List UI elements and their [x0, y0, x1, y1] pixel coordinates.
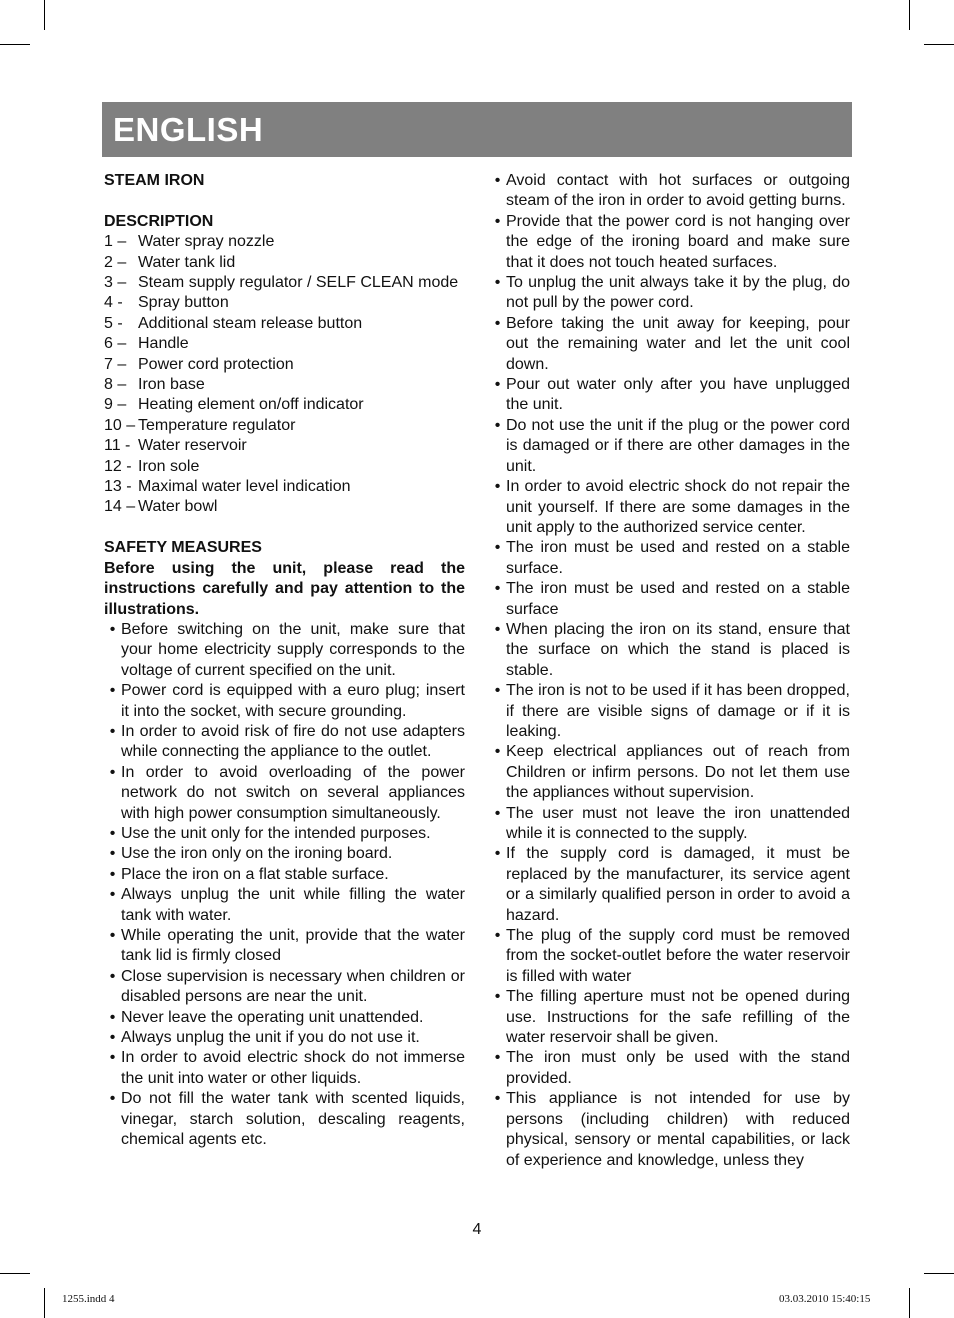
description-item-text: Power cord protection — [138, 355, 294, 373]
safety-item — [489, 273, 850, 314]
safety-item-text: Always unplug the unit while filling the water tank with water. — [121, 886, 465, 924]
safety-item — [104, 1028, 465, 1048]
bullet-icon: • — [494, 927, 501, 945]
bullet-icon: • — [494, 580, 501, 598]
bullet-icon: • — [109, 865, 116, 883]
description-item-number: 11 - — [104, 437, 131, 455]
description-item — [104, 314, 465, 334]
safety-item-text: Use the iron only on the ironing board. — [121, 845, 393, 863]
safety-item-text: Do not fill the water tank with scented liquids, vinegar, starch solution, descaling reagents, chemical agents etc. — [121, 1090, 465, 1149]
crop-mark — [0, 44, 30, 45]
safety-item-text: Power cord is equipped with a euro plug; insert it into the socket, with secure grounding. — [121, 682, 465, 720]
description-item-text: Maximal water level indication — [138, 478, 351, 496]
description-item — [104, 273, 465, 293]
safety-item — [489, 171, 850, 212]
description-item-text: Heating element on/off indicator — [138, 396, 364, 414]
description-item — [104, 375, 465, 395]
safety-item — [489, 416, 850, 477]
safety-item — [104, 763, 465, 824]
safety-item — [489, 375, 850, 416]
bullet-icon: • — [494, 212, 501, 230]
safety-item-text: The filling aperture must not be opened during use. Instructions for the safe refilling of the water reservoir shall be given. — [506, 988, 850, 1047]
crop-mark — [909, 0, 910, 30]
bullet-icon: • — [494, 804, 501, 822]
page-number: 4 — [472, 1221, 482, 1238]
safety-list-left — [104, 620, 465, 1151]
safety-item-text: Use the unit only for the intended purposes. — [121, 824, 431, 842]
description-item-text: Temperature regulator — [138, 416, 296, 434]
description-item-text: Water tank lid — [138, 253, 236, 271]
safety-item-text: Close supervision is necessary when children or disabled persons are near the unit. — [121, 967, 465, 1006]
description-item-text: Iron base — [138, 376, 205, 394]
description-item — [104, 253, 465, 273]
safety-item — [104, 926, 465, 967]
safety-item-text: In order to avoid overloading of the power network do not switch on several appliances with high power consumption simultaneously. — [121, 763, 465, 822]
description-item — [104, 395, 465, 415]
bullet-icon: • — [494, 845, 501, 863]
safety-item-text: This appliance is not intended for use by persons (including children) with reduced physical, sensory or mental capabilities, or lack of experience and knowledge, unless they — [506, 1090, 850, 1169]
safety-item-text: Avoid contact with hot surfaces or outgoing steam of the iron in order to avoid getting burns. — [506, 172, 850, 210]
safety-item-text: Before switching on the unit, make sure that your home electricity supply corresponds to the voltage of current specified on the unit. — [121, 620, 465, 679]
description-item — [104, 457, 465, 477]
description-item-number: 9 – — [104, 396, 127, 414]
right-column — [489, 171, 850, 1171]
safety-item — [104, 1089, 465, 1150]
description-item-number: 4 - — [104, 294, 123, 312]
bullet-icon: • — [109, 967, 116, 985]
safety-item-text: Pour out water only after you have unplugged the unit. — [506, 376, 850, 414]
bullet-icon: • — [109, 845, 116, 863]
safety-item — [489, 1048, 850, 1089]
safety-item — [489, 620, 850, 681]
banner-title: ENGLISH — [113, 111, 264, 148]
description-item-number: 10 – — [104, 416, 136, 434]
safety-item-text: The iron must only be used with the stand provided. — [506, 1049, 850, 1087]
description-item — [104, 416, 465, 436]
safety-item-text: Do not use the unit if the plug or the power cord is damaged or if there are other damages in the unit. — [506, 416, 850, 475]
safety-item — [489, 844, 850, 926]
safety-item — [104, 620, 465, 681]
safety-item — [489, 314, 850, 375]
product-title: STEAM IRON — [104, 172, 205, 189]
bullet-icon: • — [494, 376, 501, 394]
safety-item — [489, 681, 850, 742]
safety-item — [104, 681, 465, 722]
safety-item-text: The plug of the supply cord must be removed from the socket-outlet before the water reservoir is filled with water — [506, 927, 850, 985]
footer-datetime: 03.03.2010 15:40:15 — [779, 1293, 871, 1305]
bullet-icon: • — [109, 1008, 116, 1026]
description-item-number: 12 - — [104, 457, 132, 475]
safety-item — [489, 1089, 850, 1171]
description-item — [104, 477, 465, 497]
bullet-icon: • — [109, 1090, 116, 1108]
safety-item — [104, 885, 465, 926]
description-item — [104, 436, 465, 456]
safety-item-text: The iron must be used and rested on a stable surface — [506, 580, 850, 618]
bullet-icon: • — [109, 682, 116, 700]
safety-item — [104, 865, 465, 885]
bullet-icon: • — [494, 988, 501, 1006]
description-item-number: 6 – — [104, 335, 127, 353]
safety-item-text: Keep electrical appliances out of reach from Children or infirm persons. Do not let them use the appliances without supervision. — [506, 743, 850, 802]
bullet-icon: • — [494, 743, 501, 761]
description-item — [104, 293, 465, 313]
safety-item — [489, 579, 850, 620]
bullet-icon: • — [109, 722, 116, 740]
description-item-text: Additional steam release button — [138, 314, 363, 332]
crop-mark — [924, 44, 954, 45]
safety-item — [489, 926, 850, 987]
safety-item — [104, 824, 465, 844]
left-column — [104, 171, 465, 1150]
safety-item-text: While operating the unit, provide that the water tank lid is firmly closed — [121, 927, 465, 965]
bullet-icon: • — [109, 886, 116, 904]
bullet-icon: • — [494, 416, 501, 434]
safety-intro: Before using the unit, please read the instructions carefully and pay attention to the illustrations. — [104, 559, 465, 618]
bullet-icon: • — [109, 763, 116, 781]
bullet-icon: • — [109, 927, 116, 944]
safety-item — [489, 987, 850, 1048]
safety-item-text: Provide that the power cord is not hanging over the edge of the ironing board and make sure that it does not touch heated surfaces. — [506, 212, 850, 271]
description-item-number: 13 - — [104, 478, 132, 496]
bullet-icon: • — [109, 1049, 116, 1067]
crop-mark — [909, 1288, 910, 1318]
safety-item-text: If the supply cord is damaged, it must be replaced by the manufacturer, its service agent or a similarly qualified person in order to avoid a hazard. — [506, 845, 850, 924]
description-item-text: Water reservoir — [138, 437, 247, 455]
bullet-icon: • — [109, 620, 116, 638]
crop-mark — [924, 1273, 954, 1274]
safety-item-text: Place the iron on a flat stable surface. — [121, 865, 389, 883]
description-item-number: 3 – — [104, 274, 127, 292]
safety-item-text: The iron is not to be used if it has been dropped, if there are visible signs of damage or if it is leaking. — [506, 682, 850, 740]
description-item-number: 2 – — [104, 253, 127, 271]
language-banner — [102, 102, 852, 157]
safety-item — [489, 212, 850, 273]
description-item — [104, 497, 465, 517]
description-item-text: Spray button — [138, 294, 229, 312]
safety-item — [104, 722, 465, 763]
bullet-icon: • — [494, 314, 501, 332]
safety-item — [489, 477, 850, 538]
safety-item-text: Never leave the operating unit unattended. — [121, 1008, 424, 1026]
safety-item-text: Before taking the unit away for keeping, pour out the remaining water and let the unit cool down. — [506, 314, 850, 373]
safety-list-right — [489, 171, 850, 1171]
bullet-icon: • — [494, 478, 501, 496]
safety-item — [489, 742, 850, 803]
bullet-icon: • — [494, 682, 501, 700]
description-list — [104, 232, 465, 518]
safety-item — [489, 538, 850, 579]
crop-mark — [0, 1273, 30, 1274]
safety-item — [104, 1048, 465, 1089]
crop-mark — [44, 1288, 45, 1318]
safety-item — [104, 967, 465, 1008]
safety-item — [104, 844, 465, 864]
description-item — [104, 232, 465, 252]
bullet-icon: • — [494, 1090, 501, 1108]
safety-item-text: The user must not leave the iron unattended while it is connected to the supply. — [506, 804, 850, 842]
bullet-icon: • — [494, 620, 501, 638]
safety-item-text: In order to avoid risk of fire do not use adapters while connecting the appliance to the outlet. — [121, 722, 465, 761]
crop-mark — [44, 0, 45, 30]
description-item-number: 7 – — [104, 355, 127, 373]
description-item-number: 1 – — [104, 233, 127, 251]
safety-item — [489, 804, 850, 845]
bullet-icon: • — [494, 274, 501, 292]
description-item-number: 8 – — [104, 376, 127, 394]
description-item-text: Steam supply regulator / SELF CLEAN mode — [138, 274, 459, 292]
description-item-text: Handle — [138, 335, 189, 353]
bullet-icon: • — [494, 172, 501, 189]
bullet-icon: • — [494, 539, 501, 557]
description-item-text: Water spray nozzle — [138, 233, 275, 251]
bullet-icon: • — [109, 824, 116, 842]
safety-item-text: In order to avoid electric shock do not repair the unit yourself. If there are some damages in the unit apply to the authorized service center. — [506, 478, 850, 536]
bullet-icon: • — [109, 1029, 116, 1047]
safety-heading: SAFETY MEASURES — [104, 539, 262, 557]
description-heading: DESCRIPTION — [104, 212, 214, 230]
description-item — [104, 334, 465, 354]
safety-item-text: When placing the iron on its stand, ensure that the surface on which the stand is placed is stable. — [506, 620, 850, 679]
footer-file: 1255.indd 4 — [62, 1293, 115, 1305]
safety-item-text: The iron must be used and rested on a stable surface. — [506, 539, 850, 577]
safety-item-text: In order to avoid electric shock do not immerse the unit into water or other liquids. — [121, 1049, 465, 1087]
safety-item-text: To unplug the unit always take it by the plug, do not pull by the power cord. — [506, 274, 850, 312]
bullet-icon: • — [494, 1049, 501, 1067]
description-item-text: Iron sole — [138, 457, 200, 475]
description-item — [104, 355, 465, 375]
description-item-text: Water bowl — [138, 498, 218, 516]
safety-item-text: Always unplug the unit if you do not use it. — [121, 1029, 420, 1047]
description-item-number: 5 - — [104, 314, 123, 332]
description-item-number: 14 – — [104, 498, 136, 516]
safety-item — [104, 1008, 465, 1028]
